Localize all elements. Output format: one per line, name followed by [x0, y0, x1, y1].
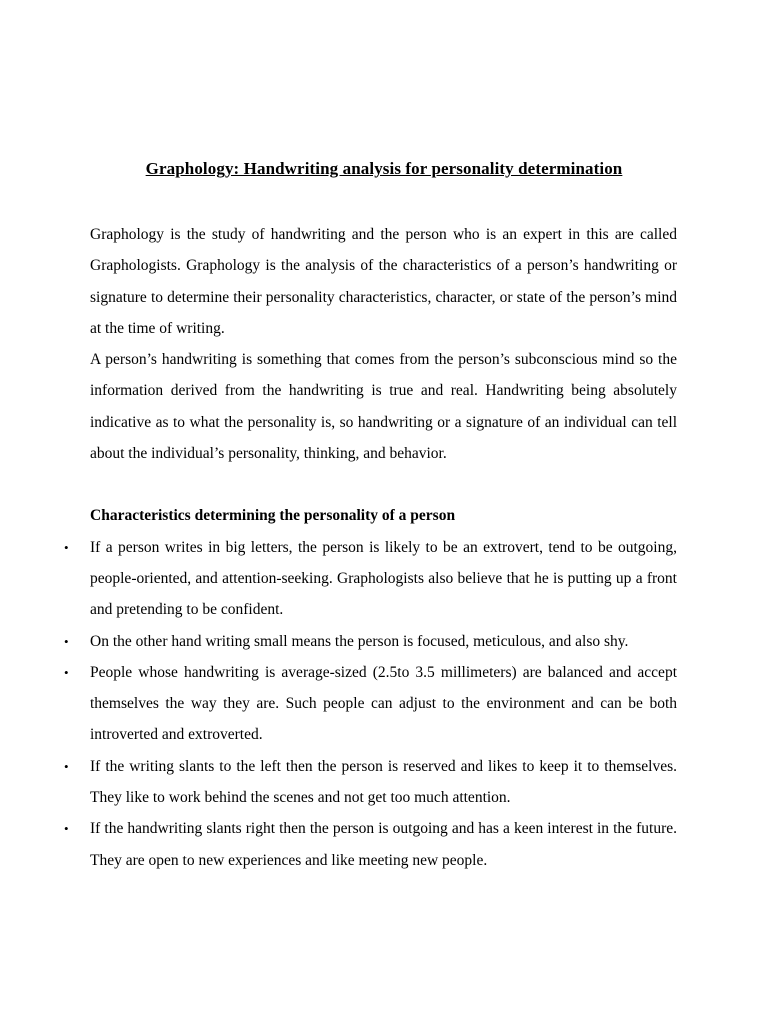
intro-paragraph: Graphology is the study of handwriting and the person who is an expert in this are called Graphologists. Graphology is the analysis of the characteristics of a person’s handwriting or signature to determine their personality characteristics, character, or state of the person’s mind at the time of writing. [90, 226, 677, 337]
list-item-text: If a person writes in big letters, the person is likely to be an extrovert, tend to be outgoing, people-oriented, and attention-seeking. Graphologists also believe that he is putting up a front and pretending to be confident. [90, 538, 677, 619]
list-item [64, 657, 677, 751]
list-item [64, 532, 677, 626]
list-item [64, 813, 677, 876]
section-heading: Characteristics determining the personality of a person [90, 507, 456, 525]
bullet-icon: • [64, 664, 69, 680]
list-item-text: People whose handwriting is average-sized (2.5to 3.5 millimeters) are balanced and accept themselves the way they are. Such people can adjust to the environment and can be both introverted and extroverted. [90, 663, 677, 744]
bullet-icon: • [64, 821, 69, 837]
section-spacer [90, 469, 677, 500]
list-item [64, 626, 677, 657]
bullet-icon: • [64, 758, 69, 774]
document-body [64, 219, 677, 876]
bullet-icon: • [64, 633, 69, 649]
list-item [64, 751, 677, 814]
list-item-text: On the other hand writing small means the person is focused, meticulous, and also shy. [90, 632, 629, 650]
document-title: Graphology: Handwriting analysis for personality determination [145, 159, 623, 178]
list-item-text: If the writing slants to the left then the person is reserved and likes to keep it to themselves. They like to work behind the scenes and not get too much attention. [90, 757, 677, 807]
subconscious-paragraph: A person’s handwriting is something that comes from the person’s subconscious mind so the information derived from the handwriting is true and real. Handwriting being absolutely indicative as to what the personality is, so handwriting or a signature of an individual can tell about the individual’s personality, thinking, and behavior. [90, 351, 677, 463]
list-item-text: If the handwriting slants right then the person is outgoing and has a keen interest in the future. They are open to new experiences and like meeting new people. [90, 820, 677, 869]
bullet-icon: • [64, 539, 69, 555]
characteristics-list [64, 532, 677, 876]
